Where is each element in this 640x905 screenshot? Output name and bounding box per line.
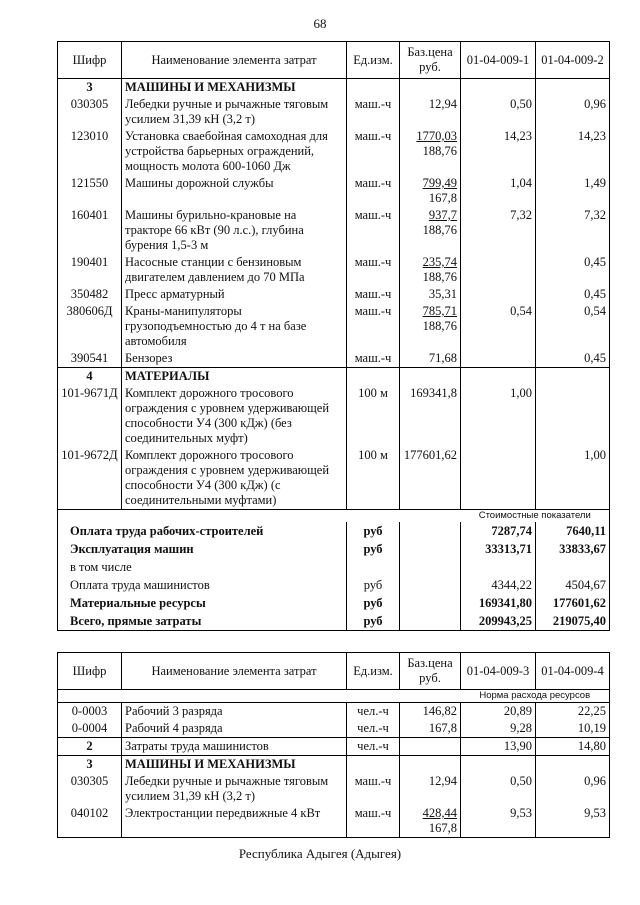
summary-unit: руб: [347, 576, 400, 594]
summary-v2: 177601,62: [536, 594, 610, 612]
cell-name: Насосные станции с бензиновым двигателем давлением до 70 МПа: [122, 254, 347, 286]
cell-code: 0-0003: [58, 703, 122, 721]
cell-price: 35,31: [400, 286, 461, 303]
header-unit: Ед.изм.: [347, 42, 400, 79]
section-number: 3: [58, 756, 122, 774]
cell-name: Комплект дорожного тросового ограждения с уровнем удерживающей способности У4 (300 кДж) (с соединительными муфтами): [122, 447, 347, 510]
cell-v1: 1,04: [461, 175, 536, 207]
header-price: Баз.цена руб.: [400, 42, 461, 79]
cell-name: Рабочий 4 разряда: [122, 720, 347, 738]
cell-code: 0-0004: [58, 720, 122, 738]
summary-row: [58, 540, 610, 558]
price-wage: 167,8: [428, 821, 457, 835]
cell-unit: маш.-ч: [347, 286, 400, 303]
cell-unit: 100 м: [347, 447, 400, 510]
price-base: 1770,03: [416, 129, 457, 143]
cell-price: 12,94: [400, 96, 461, 128]
summary-row: [58, 612, 610, 631]
cell-name: Бензорез: [122, 350, 347, 368]
section-row: [58, 756, 610, 774]
cell-v2: 0,45: [536, 286, 610, 303]
cell-v2: 22,25: [536, 703, 610, 721]
cell-code: 101-9671Д: [58, 385, 122, 447]
table-row: [58, 286, 610, 303]
cell-name: Комплект дорожного тросового ограждения с уровнем удерживающей способности У4 (300 кДж) (без соединительных муфт): [122, 385, 347, 447]
table-row: [58, 385, 610, 447]
price-wage: 167,8: [428, 191, 457, 205]
cell-price: 12,94: [400, 773, 461, 805]
cell-v2: 0,96: [536, 773, 610, 805]
labor-v2: 14,80: [536, 738, 610, 756]
table-row: [58, 703, 610, 721]
summary-v2: 7640,11: [536, 522, 610, 540]
cell-price: [400, 207, 461, 254]
section-title: МАШИНЫ И МЕХАНИЗМЫ: [122, 756, 347, 774]
footer-region: Республика Адыгея (Адыгея): [238, 846, 402, 861]
summary-v1: 7287,74: [461, 522, 536, 540]
table-row: [58, 128, 610, 175]
summary-v2: [536, 558, 610, 576]
price-wage: 188,76: [422, 144, 457, 158]
header-v2: 01-04-009-2: [536, 42, 610, 79]
summary-unit: руб: [347, 540, 400, 558]
table-row: [58, 447, 610, 510]
summary-v1: [461, 558, 536, 576]
cell-code: 160401: [58, 207, 122, 254]
section-row: [58, 368, 610, 386]
cell-name: Машины дорожной службы: [122, 175, 347, 207]
cost-indicators-label: Стоимостные показатели: [461, 510, 610, 523]
cell-price: 146,82: [400, 703, 461, 721]
summary-v2: 33833,67: [536, 540, 610, 558]
cell-unit: маш.-ч: [347, 805, 400, 838]
cell-v1: 0,50: [461, 96, 536, 128]
cell-v1: 0,50: [461, 773, 536, 805]
cost-indicators-row: [58, 510, 610, 523]
cell-v1: [461, 286, 536, 303]
labor-name: Затраты труда машинистов: [122, 738, 347, 756]
section-title: МАШИНЫ И МЕХАНИЗМЫ: [122, 79, 347, 97]
price-base: 428,44: [422, 806, 457, 820]
cell-name: Рабочий 3 разряда: [122, 703, 347, 721]
table-row: [58, 805, 610, 838]
summary-label: Эксплуатация машин: [58, 540, 347, 558]
cell-unit: чел.-ч: [347, 720, 400, 738]
cell-code: 030305: [58, 96, 122, 128]
summary-row: [58, 594, 610, 612]
price-base: 235,74: [422, 255, 457, 269]
cell-code: 123010: [58, 128, 122, 175]
header-code: Шифр: [58, 653, 122, 690]
cell-v2: 0,45: [536, 350, 610, 368]
cell-v2: 1,00: [536, 447, 610, 510]
summary-label: Материальные ресурсы: [58, 594, 347, 612]
cell-unit: чел.-ч: [347, 703, 400, 721]
cell-price: 177601,62: [400, 447, 461, 510]
cell-code: 121550: [58, 175, 122, 207]
summary-v2: 219075,40: [536, 612, 610, 631]
cell-name: Лебедки ручные и рычажные тяговым усилием 31,39 кН (3,2 т): [122, 773, 347, 805]
labor-unit: чел.-ч: [347, 738, 400, 756]
cell-v2: 0,54: [536, 303, 610, 350]
cell-price: [400, 175, 461, 207]
price-base: 785,71: [422, 304, 457, 318]
page-number: 68: [313, 16, 327, 31]
cell-price: 167,8: [400, 720, 461, 738]
cell-v1: 1,00: [461, 385, 536, 447]
norm-label-row: [58, 690, 610, 703]
cell-v1: [461, 350, 536, 368]
summary-row: [58, 576, 610, 594]
cell-v1: 20,89: [461, 703, 536, 721]
header-name: Наименование элемента затрат: [122, 653, 347, 690]
section-number: 4: [58, 368, 122, 386]
cell-unit: маш.-ч: [347, 175, 400, 207]
table-row: [58, 773, 610, 805]
table-row: [58, 96, 610, 128]
cell-v1: 7,32: [461, 207, 536, 254]
cell-v2: 7,32: [536, 207, 610, 254]
summary-v1: 209943,25: [461, 612, 536, 631]
cell-unit: маш.-ч: [347, 303, 400, 350]
labor-number: 2: [58, 738, 122, 756]
table-row: [58, 720, 610, 738]
table-row: [58, 350, 610, 368]
cell-name: Краны-манипуляторы грузоподъемностью до 4 т на базе автомобиля: [122, 303, 347, 350]
cell-code: 030305: [58, 773, 122, 805]
cell-unit: 100 м: [347, 385, 400, 447]
summary-unit: руб: [347, 612, 400, 631]
cell-unit: маш.-ч: [347, 350, 400, 368]
cell-code: 390541: [58, 350, 122, 368]
section-title: МАТЕРИАЛЫ: [122, 368, 347, 386]
price-wage: 188,76: [422, 319, 457, 333]
summary-row: [58, 522, 610, 540]
cell-code: 350482: [58, 286, 122, 303]
cell-price: [400, 805, 461, 838]
table-row: [58, 254, 610, 286]
cell-code: 101-9672Д: [58, 447, 122, 510]
summary-label: Оплата труда рабочих-строителей: [58, 522, 347, 540]
cell-v1: [461, 447, 536, 510]
summary-v1: 33313,71: [461, 540, 536, 558]
cell-v1: 0,54: [461, 303, 536, 350]
table-header: [58, 653, 610, 690]
header-v2: 01-04-009-4: [536, 653, 610, 690]
summary-v2: 4504,67: [536, 576, 610, 594]
header-name: Наименование элемента затрат: [122, 42, 347, 79]
cell-name: Машины бурильно-крановые на тракторе 66 кВт (90 л.с.), глубина бурения 1,5-3 м: [122, 207, 347, 254]
labor-v1: 13,90: [461, 738, 536, 756]
cell-unit: маш.-ч: [347, 128, 400, 175]
summary-label: в том числе: [58, 558, 347, 576]
cell-v2: 0,96: [536, 96, 610, 128]
cell-v2: 14,23: [536, 128, 610, 175]
cell-v2: 9,53: [536, 805, 610, 838]
cell-code: 380606Д: [58, 303, 122, 350]
summary-label: Всего, прямые затраты: [58, 612, 347, 631]
summary-v1: 4344,22: [461, 576, 536, 594]
summary-v1: 169341,80: [461, 594, 536, 612]
price-base: 799,49: [422, 176, 457, 190]
cell-v2: 1,49: [536, 175, 610, 207]
header-v1: 01-04-009-1: [461, 42, 536, 79]
table-row: [58, 175, 610, 207]
cell-price: [400, 254, 461, 286]
cell-v1: 9,28: [461, 720, 536, 738]
table-header: [58, 42, 610, 79]
summary-label: Оплата труда машинистов: [58, 576, 347, 594]
header-code: Шифр: [58, 42, 122, 79]
norm-label: Норма расхода ресурсов: [461, 690, 610, 703]
cell-name: Электростанции передвижные 4 кВт: [122, 805, 347, 838]
cell-unit: маш.-ч: [347, 96, 400, 128]
summary-unit: руб: [347, 594, 400, 612]
price-base: 937,7: [428, 208, 457, 222]
cell-name: Установка сваебойная самоходная для устройства барьерных ограждений, мощность молота 600-1060 Дж: [122, 128, 347, 175]
cell-unit: маш.-ч: [347, 254, 400, 286]
price-wage: 188,76: [422, 270, 457, 284]
header-price: Баз.цена руб.: [400, 653, 461, 690]
section-number: 3: [58, 79, 122, 97]
price-wage: 188,76: [422, 223, 457, 237]
cell-price: [400, 128, 461, 175]
cell-price: 169341,8: [400, 385, 461, 447]
cell-unit: маш.-ч: [347, 207, 400, 254]
cost-table-2: [57, 652, 610, 838]
cell-v1: [461, 254, 536, 286]
cell-v1: 14,23: [461, 128, 536, 175]
summary-unit: руб: [347, 522, 400, 540]
cell-v1: 9,53: [461, 805, 536, 838]
section-row: [58, 79, 610, 97]
cell-price: [400, 303, 461, 350]
cell-v2: 0,45: [536, 254, 610, 286]
labor-row: [58, 738, 610, 756]
cell-v2: [536, 385, 610, 447]
cell-v2: 10,19: [536, 720, 610, 738]
cell-code: 190401: [58, 254, 122, 286]
cell-code: 040102: [58, 805, 122, 838]
table-row: [58, 207, 610, 254]
cell-price: 71,68: [400, 350, 461, 368]
cell-name: Пресс арматурный: [122, 286, 347, 303]
cell-unit: маш.-ч: [347, 773, 400, 805]
header-unit: Ед.изм.: [347, 653, 400, 690]
summary-unit: [347, 558, 400, 576]
cell-name: Лебедки ручные и рычажные тяговым усилием 31,39 кН (3,2 т): [122, 96, 347, 128]
header-v1: 01-04-009-3: [461, 653, 536, 690]
summary-row: [58, 558, 610, 576]
table-row: [58, 303, 610, 350]
cost-table-1: [57, 41, 610, 631]
